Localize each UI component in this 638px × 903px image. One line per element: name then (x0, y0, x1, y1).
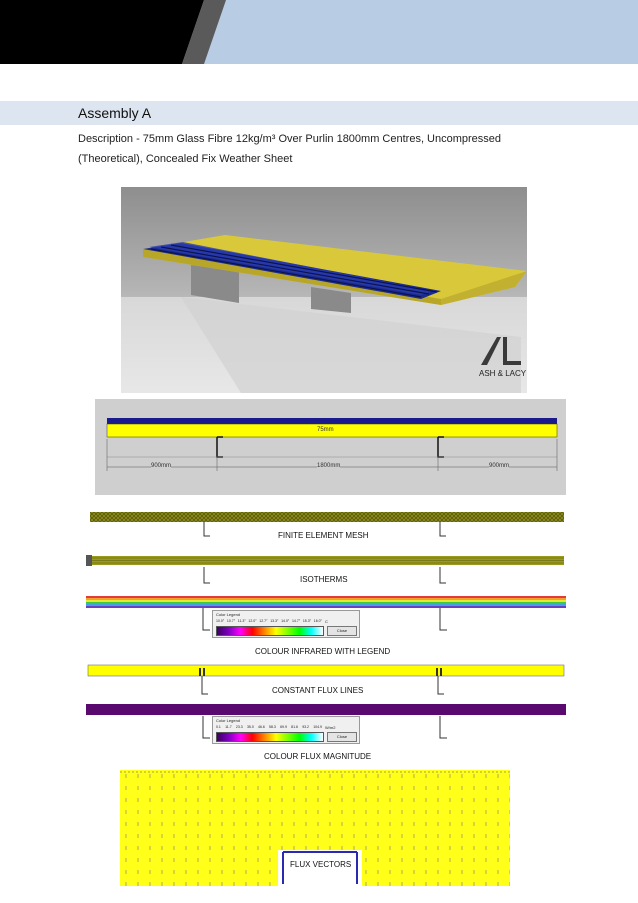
infrared-strip (86, 596, 566, 608)
dim-left-label: 900mm (151, 463, 172, 469)
flux-magnitude-strip (86, 704, 566, 716)
legend-unit: C (325, 619, 328, 624)
logo-text: ASH & LACY (479, 369, 527, 378)
legend-value: 11.7 (225, 725, 232, 729)
legend-value: 35.0 (246, 725, 254, 729)
legend-color-ramp (216, 732, 324, 742)
legend-title: Color Legend (216, 718, 241, 723)
caption-flux-vectors: FLUX VECTORS (290, 860, 352, 869)
legend-color-ramp (216, 626, 324, 636)
legend-value: 11.3° (237, 619, 246, 623)
caption-mesh: FINITE ELEMENT MESH (278, 531, 369, 540)
flux-legend-dialog (212, 716, 360, 744)
legend-value: 58.3 (269, 725, 276, 729)
description-line-1: Description - 75mm Glass Fibre 12kg/m³ Over Purlin 1800mm Centres, Uncompressed (78, 133, 502, 145)
infrared-legend-dialog (212, 610, 360, 638)
legend-value: 81.6 (291, 725, 298, 729)
legend-close-button[interactable]: Close (327, 626, 357, 636)
purlin-icon-left (200, 716, 212, 740)
dim-centre-label: 1800mm (317, 463, 341, 469)
legend-value: 46.6 (258, 725, 265, 729)
legend-value: 10.0° (216, 619, 225, 623)
caption-flux-magnitude: COLOUR FLUX MAGNITUDE (264, 752, 372, 761)
legend-unit: W/m2 (325, 725, 336, 730)
legend-close-button[interactable]: Close (327, 732, 357, 742)
legend-value: 69.9 (280, 725, 287, 729)
ash-lacy-logo-mark (477, 333, 525, 373)
cross-section-diagram (95, 399, 566, 495)
assembly-3d-render (121, 187, 527, 393)
legend-value: 16.0° (313, 619, 322, 623)
section-title: Assembly A (78, 105, 152, 121)
legend-value: 0.1 (216, 725, 221, 729)
legend-value: 12.0° (248, 619, 257, 623)
purlin-icon-right (437, 608, 449, 632)
page-header-band (0, 0, 638, 64)
caption-isotherms: ISOTHERMS (300, 575, 348, 584)
thickness-label: 75mm (317, 427, 334, 433)
legend-value: 14.7° (291, 619, 301, 623)
legend-value: 15.3° (302, 619, 312, 623)
legend-value: 10.7° (226, 619, 236, 623)
legend-title: Color Legend (216, 612, 241, 617)
dim-right-label: 900mm (489, 463, 510, 469)
legend-value: 23.3 (235, 725, 243, 729)
legend-value: 93.2 (302, 725, 309, 729)
caption-infrared: COLOUR INFRARED WITH LEGEND (255, 647, 391, 656)
legend-value: 14.0° (281, 619, 290, 623)
legend-value: 104.9 (313, 725, 322, 729)
purlin-icon-left (200, 608, 212, 632)
legend-value: 13.3° (270, 619, 279, 623)
legend-value: 12.7° (259, 619, 268, 623)
purlin-icon-right (437, 716, 449, 740)
caption-flux-lines: CONSTANT FLUX LINES (272, 686, 364, 695)
description-line-2: (Theoretical), Concealed Fix Weather Sheet (78, 153, 293, 165)
